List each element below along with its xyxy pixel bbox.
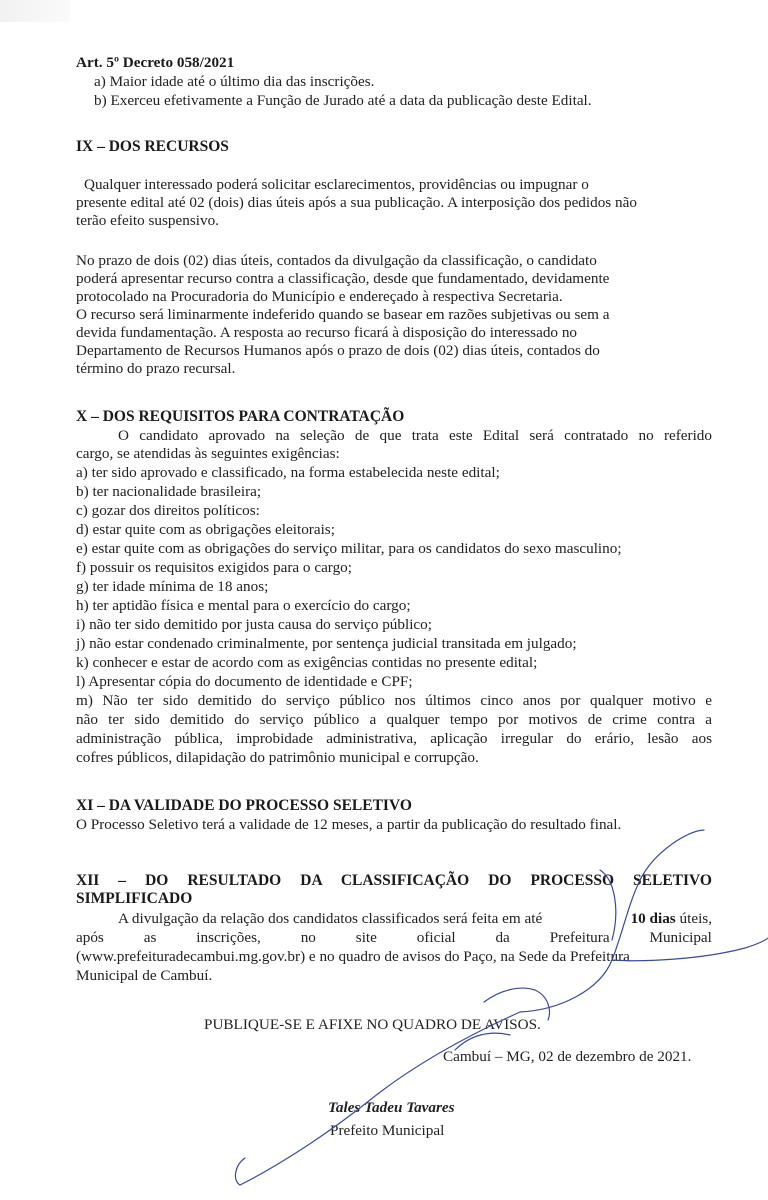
signature-stroke bbox=[520, 960, 612, 1012]
ix-p1-line: terão efeito suspensivo. bbox=[76, 212, 219, 229]
xii-line-1-end: úteis, bbox=[679, 910, 712, 927]
signer-role: Prefeito Municipal bbox=[330, 1122, 445, 1139]
signer-name: Tales Tadeu Tavares bbox=[328, 1099, 455, 1116]
xii-line-3: (www.prefeituradecambui.mg.gov.br) e no quadro de avisos do Paço, na Sede da Prefeitura bbox=[76, 948, 630, 965]
ix-p2-line: término do prazo recursal. bbox=[76, 360, 236, 377]
section-ix-heading: IX – DOS RECURSOS bbox=[76, 138, 229, 155]
xii-word: inscrições, bbox=[196, 929, 261, 946]
requirement-item: j) não estar condenado criminalmente, por sentença judicial transitada em julgado; bbox=[76, 635, 577, 652]
requirement-item-m-line: cofres públicos, dilapidação do patrimônio municipal e corrupção. bbox=[76, 749, 479, 766]
section-xii-heading: XII – DO RESULTADO DA CLASSIFICAÇÃO DO PROCESSO SELETIVO bbox=[76, 872, 712, 889]
x-intro-line: cargo, se atendidas às seguintes exigências: bbox=[76, 445, 340, 462]
requirement-item: f) possuir os requisitos exigidos para o cargo; bbox=[76, 559, 352, 576]
section-xi-heading: XI – DA VALIDADE DO PROCESSO SELETIVO bbox=[76, 797, 412, 814]
requirement-item: l) Apresentar cópia do documento de identidade e CPF; bbox=[76, 673, 413, 690]
ix-p2-line: protocolado na Procuradoria do Município e endereçado à respectiva Secretaria. bbox=[76, 288, 563, 305]
ix-p1-line: Qualquer interessado poderá solicitar esclarecimentos, providências ou impugnar o bbox=[84, 176, 589, 193]
requirement-item-m-line: m) Não ter sido demitido do serviço público nos últimos cinco anos por qualquer motivo e bbox=[76, 692, 712, 709]
requirement-item-m-line: não ter sido demitido do serviço público a qualquer tempo por motivos de crime contra a bbox=[76, 711, 712, 728]
requirement-item: b) ter nacionalidade brasileira; bbox=[76, 483, 262, 500]
place-date: Cambuí – MG, 02 de dezembro de 2021. bbox=[443, 1048, 692, 1065]
ix-p2-line: Departamento de Recursos Humanos após o prazo de dois (02) dias úteis, contados do bbox=[76, 342, 600, 359]
xii-line-4: Municipal de Cambuí. bbox=[76, 967, 213, 984]
xii-word: no bbox=[300, 929, 316, 946]
requirement-item-m-line: administração pública, improbidade administrativa, aplicação irregular do erário, lesão aos bbox=[76, 730, 712, 747]
xii-line-1-text: A divulgação da relação dos candidatos classificados será feita em até bbox=[118, 910, 543, 927]
art5-item-b: b) Exerceu efetivamente a Função de Jurado até a data da publicação deste Edital. bbox=[94, 92, 592, 109]
requirement-item: e) estar quite com as obrigações do serviço militar, para os candidatos do sexo masculino; bbox=[76, 540, 622, 557]
xii-word: site bbox=[355, 929, 377, 946]
requirement-item: h) ter aptidão física e mental para o exercício do cargo; bbox=[76, 597, 411, 614]
xii-word: após bbox=[76, 929, 104, 946]
publique-notice: PUBLIQUE-SE E AFIXE NO QUADRO DE AVISOS. bbox=[204, 1016, 541, 1033]
ix-p2-line: O recurso será liminarmente indeferido quando se basear em razões subjetivas ou sem a bbox=[76, 306, 610, 323]
requirement-item: d) estar quite com as obrigações eleitorais; bbox=[76, 521, 335, 538]
art5-item-a: a) Maior idade até o último dia das inscrições. bbox=[94, 73, 375, 90]
requirement-item: a) ter sido aprovado e classificado, na forma estabelecida neste edital; bbox=[76, 464, 500, 481]
ix-p1-line: presente edital até 02 (dois) dias úteis após a sua publicação. A interposição dos pedidos não bbox=[76, 194, 637, 211]
signature-stroke bbox=[235, 1158, 245, 1185]
requirement-item: k) conhecer e estar de acordo com as exigências contidas no presente edital; bbox=[76, 654, 538, 671]
xii-deadline-bold: 10 dias bbox=[630, 910, 676, 927]
art5-title: Art. 5º Decreto 058/2021 bbox=[76, 54, 235, 71]
section-xi-text: O Processo Seletivo terá a validade de 12 meses, a partir da publicação do resultado final. bbox=[76, 816, 622, 833]
section-x-heading: X – DOS REQUISITOS PARA CONTRATAÇÃO bbox=[76, 408, 405, 425]
ix-p2-line: No prazo de dois (02) dias úteis, contados da divulgação da classificação, o candidato bbox=[76, 252, 597, 269]
x-intro-line: O candidato aprovado na seleção de que trata este Edital será contratado no referido bbox=[118, 427, 712, 444]
xii-word: da bbox=[495, 929, 510, 946]
xii-word: as bbox=[143, 929, 157, 946]
requirement-item: i) não ter sido demitido por justa causa do serviço público; bbox=[76, 616, 432, 633]
xii-line-1 bbox=[118, 910, 712, 928]
xii-word: Municipal bbox=[649, 929, 712, 946]
xii-line-2 bbox=[76, 929, 712, 947]
xii-word: oficial bbox=[416, 929, 456, 946]
requirement-item: c) gozar dos direitos políticos: bbox=[76, 502, 260, 519]
scan-artifact bbox=[0, 0, 70, 22]
ix-p2-line: devida fundamentação. A resposta ao recurso ficará à disposição do interessado no bbox=[76, 324, 578, 341]
ix-p2-line: poderá apresentar recurso contra a classificação, desde que fundamentado, devidamente bbox=[76, 270, 610, 287]
section-xii-heading-cont: SIMPLIFICADO bbox=[76, 890, 193, 907]
requirement-item: g) ter idade mínima de 18 anos; bbox=[76, 578, 269, 595]
xii-word: Prefeitura bbox=[549, 929, 610, 946]
